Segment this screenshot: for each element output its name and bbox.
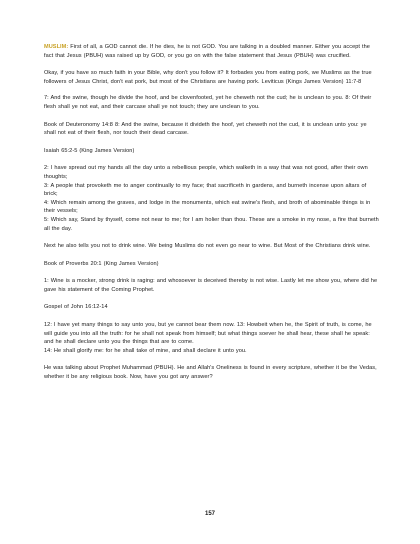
paragraph-proverbs-verse: 1: Wine is a mocker, strong drink is raging: and whosoever is deceived thereby is not wise. Lastly let me show you, where did he gave his statement of the Coming Prophet. xyxy=(44,278,378,293)
paragraph-pork-faith: Okay, if you have so much faith in your Bible, why don't you follow it? It forbades you from eating pork, we Muslims as the true followers of Jesus Christ, don't eat pork, but most of the Christians are having pork. Leviticus (Kings James Version) 11:7-8 xyxy=(44,70,372,85)
page-number: 157 xyxy=(204,511,215,517)
heading-proverbs: Book of Proverbs 20:1 (King James Version) xyxy=(44,260,159,267)
heading-gospel-john: Gospel of John 16:12-14 xyxy=(44,304,108,311)
muslim-speaker-label: MUSLIM: xyxy=(44,44,69,50)
heading-isaiah: Isaiah 65:2-5 (King James Version) xyxy=(44,147,135,154)
intro-paragraph xyxy=(44,43,379,60)
paragraph-deuteronomy: Book of Deuteronomy 14:8 8: And the swine, because it divideth the hoof, yet cheweth not the cud, it is unclean unto you: ye shall not eat of their flesh, nor touch their dead carcase. xyxy=(44,121,367,137)
paragraph-john-verses: 12: I have yet many things to say unto you, but ye cannot bear them now. 13: Howbeit when he, the Spirit of truth, is come, he will guide you into all the truth: for he shall not speak from himself; but what things soever he shall hear, these shall he speak: and he shall declare unto you the things that are to come. 14: He shall glorify me: for he shall take of mine, and shall declare it unto you. xyxy=(44,322,372,354)
intro-text: First of all, a GOD cannot die. If he dies, he is not GOD. You are talking in a doubled manner. Either you accept the fact that Jesus (PBUH) was raised up by GOD, or you go on with the false statement that Jesus (PBUH) was crucified. xyxy=(44,44,370,59)
paragraph-isaiah-verses: 2: I have spread out my hands all the day unto a rebellious people, which walketh in a way that was not good, after their own thoughts; 3: A people that provoketh me to anger continually to my face; that sacrificeth in gardens, and burneth incense upon altars of brick; 4: Which remain among the graves, and lodge in the monuments, which eat swine's flesh, and broth of abominable things is in their vessels; 5: Which say, Stand by thyself, come not near to me; for I am holier than thou. These are a smoke in my nose, a fire that burneth all the day. xyxy=(44,165,379,232)
paragraph-leviticus-verses: 7: And the swine, though he divide the hoof, and be clovenfooted, yet he cheweth not the cud; he is unclean to you. 8: Of their flesh shall ye not eat, and their carcase shall ye not touch; they are unclean to you. xyxy=(44,95,372,110)
paragraph-wine: Next he also tells you not to drink wine. We being Muslims do not even go near to wine. But Most of the Christians drink wine. xyxy=(44,243,371,250)
paragraph-prophet-muhammad: He was talking about Prophet Muhammad (PBUH). He and Allah's Oneliness is found in every scripture, whether it be the Vedas, whether it be any religious book. Now, have you got any answer? xyxy=(44,365,377,381)
